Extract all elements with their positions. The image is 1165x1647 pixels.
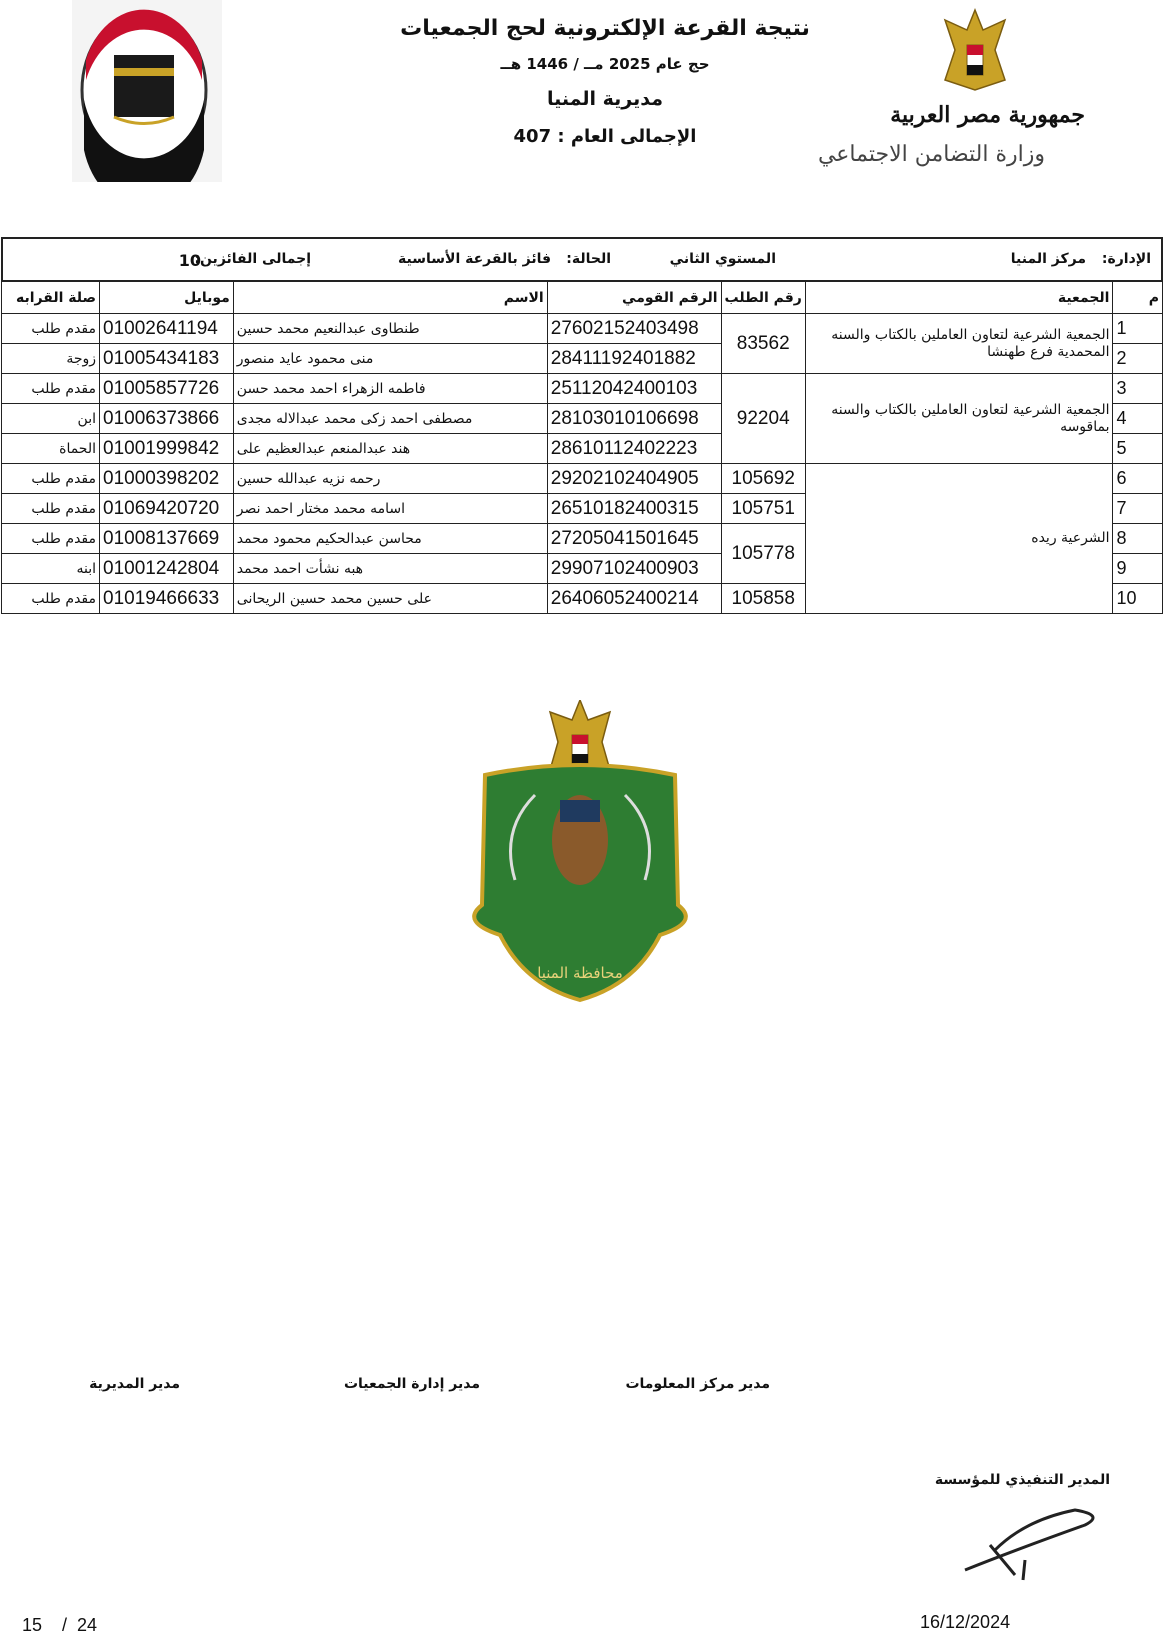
- admin-label: الإدارة:: [1101, 251, 1151, 267]
- person-name: اسامه محمد مختار احمد نصر: [233, 494, 547, 524]
- person-name: منى محمود عايد منصور: [233, 344, 547, 374]
- national-id: 28411192401882: [547, 344, 721, 374]
- mobile: 01005857726: [100, 374, 234, 404]
- col-header-nid: الرقم القومي: [547, 282, 721, 314]
- person-name: مصطفى احمد زكى محمد عبدالاله مجدى: [233, 404, 547, 434]
- mobile: 01001242804: [100, 554, 234, 584]
- status-value: فائز بالقرعة الأساسية: [398, 251, 551, 267]
- signature-directorate-manager: مدير المديرية: [89, 1376, 180, 1392]
- person-name: رحمه نزيه عبدالله حسين: [233, 464, 547, 494]
- winners-value: 10: [178, 251, 201, 270]
- winners-table: [1, 281, 1163, 614]
- status-label: الحالة:: [566, 251, 611, 267]
- ministry-logo: [72, 0, 222, 182]
- signature-info-center-manager: مدير مركز المعلومات: [625, 1376, 770, 1392]
- person-name: طنطاوى عبدالنعيم محمد حسين: [233, 314, 547, 344]
- row-index: 10: [1113, 584, 1163, 614]
- mobile: 01008137669: [100, 524, 234, 554]
- table-header-row: [2, 282, 1163, 314]
- table-row: [2, 464, 1163, 494]
- national-id: 28103010106698: [547, 404, 721, 434]
- person-name: على حسين محمد حسين الريحانى: [233, 584, 547, 614]
- signature-executive-director: المدير التنفيذي للمؤسسة: [934, 1472, 1110, 1488]
- national-id: 29202102404905: [547, 464, 721, 494]
- row-index: 2: [1113, 344, 1163, 374]
- handwritten-signature: [955, 1505, 1105, 1585]
- col-header-name: الاسم: [233, 282, 547, 314]
- egypt-emblem-header: [817, 0, 1140, 190]
- national-id: 27205041501645: [547, 524, 721, 554]
- directorate-name: مديرية المنيا: [547, 88, 663, 110]
- level: المستوي الثاني: [669, 251, 776, 267]
- relation: مقدم طلب: [2, 584, 100, 614]
- national-id: 27602152403498: [547, 314, 721, 344]
- national-id: 25112042400103: [547, 374, 721, 404]
- relation: مقدم طلب: [2, 314, 100, 344]
- page-number: 15 / 24: [22, 1615, 98, 1635]
- request-number: 105778: [721, 524, 805, 584]
- winners-label: إجمالى الفائزين:: [194, 251, 311, 267]
- relation: ابن: [2, 404, 100, 434]
- mobile: 01006373866: [100, 404, 234, 434]
- association-cell: الجمعية الشرعية لتعاون العاملين بالكتاب والسنه بماقوسه: [805, 374, 1113, 464]
- person-name: هند عبدالمنعم عبدالعظيم على: [233, 434, 547, 464]
- relation: الحماة: [2, 434, 100, 464]
- document-date: 16/12/2024: [920, 1612, 1011, 1632]
- grand-total: الإجمالى العام : 407: [513, 126, 697, 147]
- request-number: 105751: [721, 494, 805, 524]
- person-name: هبه نشأت احمد محمد: [233, 554, 547, 584]
- row-index: 9: [1113, 554, 1163, 584]
- relation: مقدم طلب: [2, 524, 100, 554]
- col-header-mobile: موبايل: [100, 282, 234, 314]
- request-number: 83562: [721, 314, 805, 374]
- relation: مقدم طلب: [2, 494, 100, 524]
- request-number: 105692: [721, 464, 805, 494]
- mobile: 01069420720: [100, 494, 234, 524]
- request-number: 105858: [721, 584, 805, 614]
- row-index: 6: [1113, 464, 1163, 494]
- national-id: 29907102400903: [547, 554, 721, 584]
- signature-associations-manager: مدير إدارة الجمعيات: [343, 1376, 480, 1392]
- person-name: محاسن عبدالحكيم محمود محمد: [233, 524, 547, 554]
- info-bar: [1, 237, 1163, 282]
- person-name: فاطمه الزهراء احمد محمد حسن: [233, 374, 547, 404]
- col-header-m: م: [1113, 282, 1163, 314]
- request-number: 92204: [721, 374, 805, 464]
- ministry-name: وزارة التضامن الاجتماعي: [817, 142, 1045, 167]
- col-header-association: الجمعية: [805, 282, 1113, 314]
- relation: ابنه: [2, 554, 100, 584]
- mobile: 01001999842: [100, 434, 234, 464]
- row-index: 7: [1113, 494, 1163, 524]
- national-id: 26406052400214: [547, 584, 721, 614]
- national-id: 28610112402223: [547, 434, 721, 464]
- col-header-request: رقم الطلب: [721, 282, 805, 314]
- mobile: 01002641194: [100, 314, 234, 344]
- minya-governorate-emblem: [460, 700, 700, 1010]
- page-title: نتيجة القرعة الإلكترونية لحج الجمعيات: [400, 16, 810, 41]
- mobile: 01019466633: [100, 584, 234, 614]
- table-row: [2, 314, 1163, 344]
- association-cell: الجمعية الشرعية لتعاون العاملين بالكتاب والسنه المحمدية فرع طهنشا: [805, 314, 1113, 374]
- hajj-year: حج عام 2025 مــ / 1446 هــ: [500, 55, 710, 73]
- relation: مقدم طلب: [2, 464, 100, 494]
- col-header-relation: صلة القرابه: [2, 282, 100, 314]
- national-id: 26510182400315: [547, 494, 721, 524]
- country-name: جمهورية مصر العربية: [890, 102, 1085, 128]
- relation: زوجة: [2, 344, 100, 374]
- row-index: 8: [1113, 524, 1163, 554]
- relation: مقدم طلب: [2, 374, 100, 404]
- row-index: 3: [1113, 374, 1163, 404]
- emblem-caption: محافظة المنيا: [537, 964, 623, 982]
- eagle-icon: [945, 10, 1005, 90]
- mobile: 01005434183: [100, 344, 234, 374]
- row-index: 5: [1113, 434, 1163, 464]
- table-row: [2, 374, 1163, 404]
- admin-value: مركز المنيا: [1010, 251, 1086, 267]
- row-index: 4: [1113, 404, 1163, 434]
- association-cell: الشرعية ريده: [805, 464, 1113, 614]
- mobile: 01000398202: [100, 464, 234, 494]
- row-index: 1: [1113, 314, 1163, 344]
